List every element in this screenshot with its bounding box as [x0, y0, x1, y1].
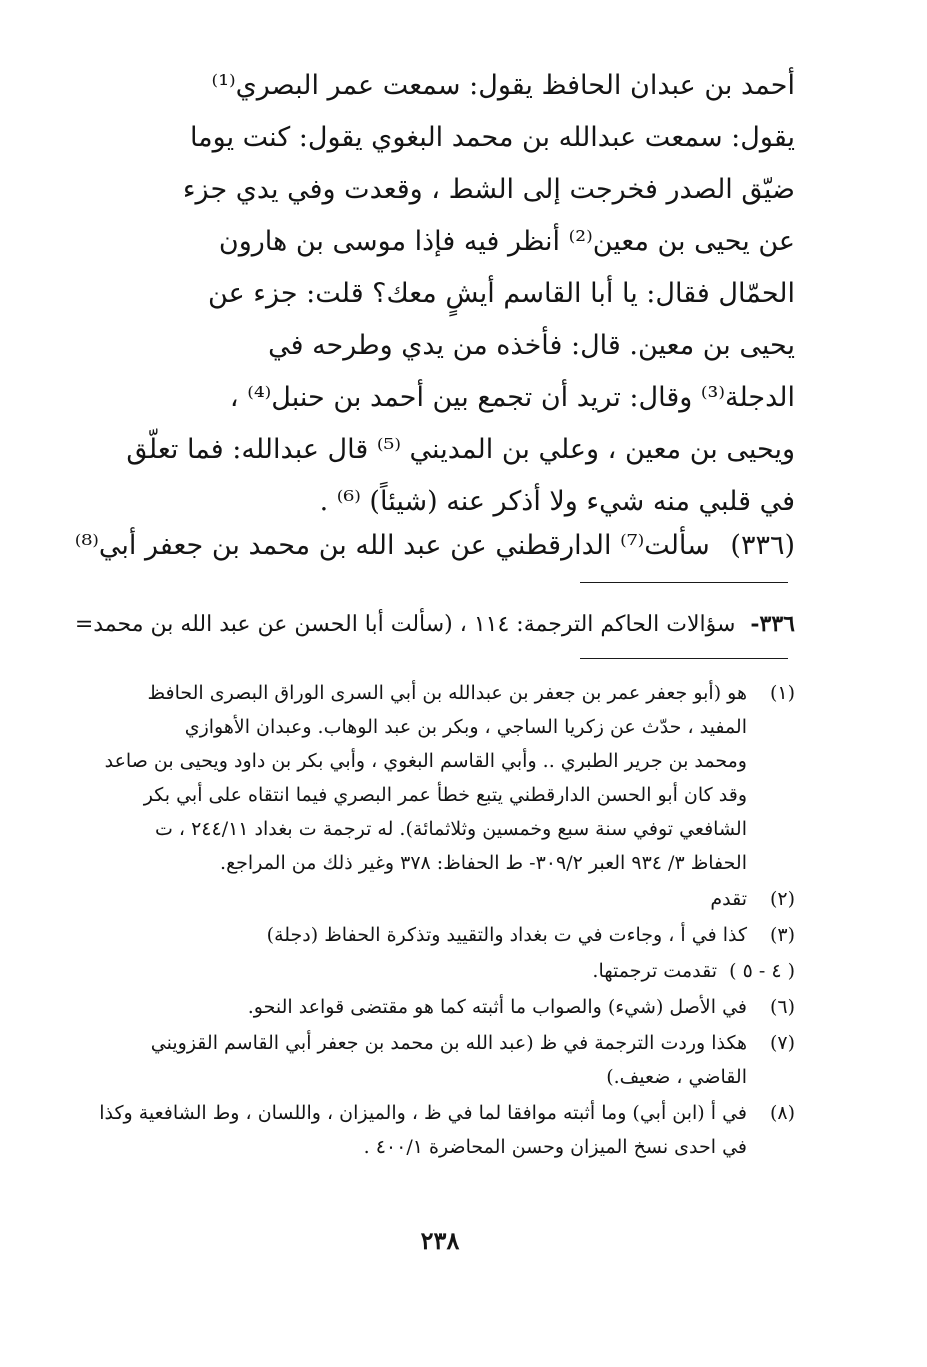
footnote — [95, 676, 795, 880]
main-line: ويحيى بن معين ، وعلي بن المديني ⁽⁵⁾ قال عبدالله: فما تعلّق — [126, 434, 795, 465]
footnote — [95, 1096, 795, 1164]
footnote-body — [95, 918, 747, 952]
footnote — [95, 954, 795, 988]
footnote-line: تقدم — [710, 888, 747, 910]
footnote — [95, 918, 795, 952]
footnote-line: وقد كان أبو الحسن الدارقطني يتبع خطأ عمر البصري فيما انتقاه على أبي بكر — [143, 784, 747, 806]
entry-number: (٣٣٦) — [730, 530, 795, 561]
footnote-number: (٧) — [769, 1032, 795, 1054]
footnote-number: (١) — [769, 682, 795, 704]
footnote-line: الشافعي توفي سنة سبع وخمسين وثلاثمائة). له ترجمة ت بغداد ٢٤٤/١١ ، ت — [154, 818, 747, 840]
source-note-text: سؤالات الحاكم الترجمة: ١١٤ ، (سألت أبا الحسن عن عبد الله بن محمد= — [74, 612, 736, 637]
footnote-body — [95, 676, 747, 880]
footnote-number: ( ٤ - ٥ ) — [729, 960, 795, 982]
footnote-line: ومحمد بن جرير الطبري .. وأبي القاسم البغوي ، وأبي بكر بن داود ويحيى بن صاعد — [104, 750, 747, 772]
footnote-number: (٨) — [769, 1102, 795, 1124]
footnote-line: تقدمت ترجمتها. — [592, 960, 717, 982]
footnote-divider-bottom — [580, 658, 788, 659]
footnote-line: في أ (ابن أبي) وما أثبته موافقا لما في ظ ، والميزان ، واللسان ، وط الشافعية وكذا — [99, 1102, 747, 1124]
footnote-line: هكذا وردت الترجمة في ظ (عبد الله بن محمد بن جعفر أبي القاسم القزويني — [150, 1032, 747, 1054]
footnote-line: في الأصل (شيء) والصواب ما أثبته كما هو مقتضى قواعد النحو. — [247, 996, 747, 1018]
source-note — [74, 606, 795, 643]
entry-heading — [74, 520, 795, 572]
footnote-body — [95, 990, 747, 1024]
main-line: عن يحيى بن معين⁽²⁾ أنظر فيه فإذا موسى بن هارون — [218, 226, 795, 257]
footnotes — [95, 676, 795, 1166]
main-line: الحمّال فقال: يا أبا القاسم أيشٍ معك؟ قلت: جزء عن — [208, 278, 795, 309]
main-line: الدجلة⁽³⁾ وقال: تريد أن تجمع بين أحمد بن حنبل⁽⁴⁾ ، — [229, 382, 795, 413]
footnote-number: (٦) — [769, 996, 795, 1018]
main-line: ضيّق الصدر فخرجت إلى الشط ، وقعدت وفي يدي جزء — [182, 174, 795, 205]
footnote-line: هو (أبو جعفر عمر بن جعفر بن عبدالله بن أبي السرى الوراق البصرى الحافظ — [147, 682, 747, 704]
footnote-body — [95, 1026, 747, 1094]
page-number: ٢٣٨ — [420, 1226, 460, 1255]
footnote-line: كذا في أ ، وجاءت في ت بغداد والتقييد وتذكرة الحفاظ (دجلة) — [266, 924, 747, 946]
footnote-body — [95, 882, 747, 916]
footnote — [95, 990, 795, 1024]
footnote-number: (٣) — [769, 924, 795, 946]
footnote-divider-top — [580, 582, 788, 583]
main-line: يقول: سمعت عبدالله بن محمد البغوي يقول: كنت يوما — [189, 122, 795, 153]
source-note-number: ٣٣٦- — [750, 611, 795, 637]
main-line: أحمد بن عبدان الحافظ يقول: سمعت عمر البصري⁽¹⁾ — [211, 70, 795, 101]
main-line: يحيى بن معين. قال: فأخذه من يدي وطرحه في — [268, 330, 795, 361]
footnote-line: الحفاظ ٣/ ٩٣٤ العبر ٣٠٩/٢- ط الحفاظ: ٣٧٨ وغير ذلك من المراجع. — [220, 852, 747, 874]
footnote-line: المفيد ، حدّث عن زكريا الساجي ، وبكر بن عبد الوهاب. وعبدان الأهوازي — [184, 716, 747, 738]
footnote — [95, 882, 795, 916]
footnote-body — [95, 1096, 747, 1164]
footnote — [95, 1026, 795, 1094]
main-line: في قلبي منه شيء ولا أذكر عنه (شيئاً) ⁽⁶⁾ . — [319, 486, 795, 517]
entry-text: سألت⁽⁷⁾ الدارقطني عن عبد الله بن محمد بن جعفر أبي⁽⁸⁾ — [74, 530, 710, 561]
footnote-body — [95, 954, 717, 988]
footnote-line: في احدى نسخ الميزان وحسن المحاضرة ٤٠٠/١ . — [363, 1136, 747, 1158]
footnote-number: (٢) — [769, 888, 795, 910]
main-text — [115, 60, 795, 528]
footnote-line: القاضي ، ضعيف.) — [606, 1066, 747, 1088]
